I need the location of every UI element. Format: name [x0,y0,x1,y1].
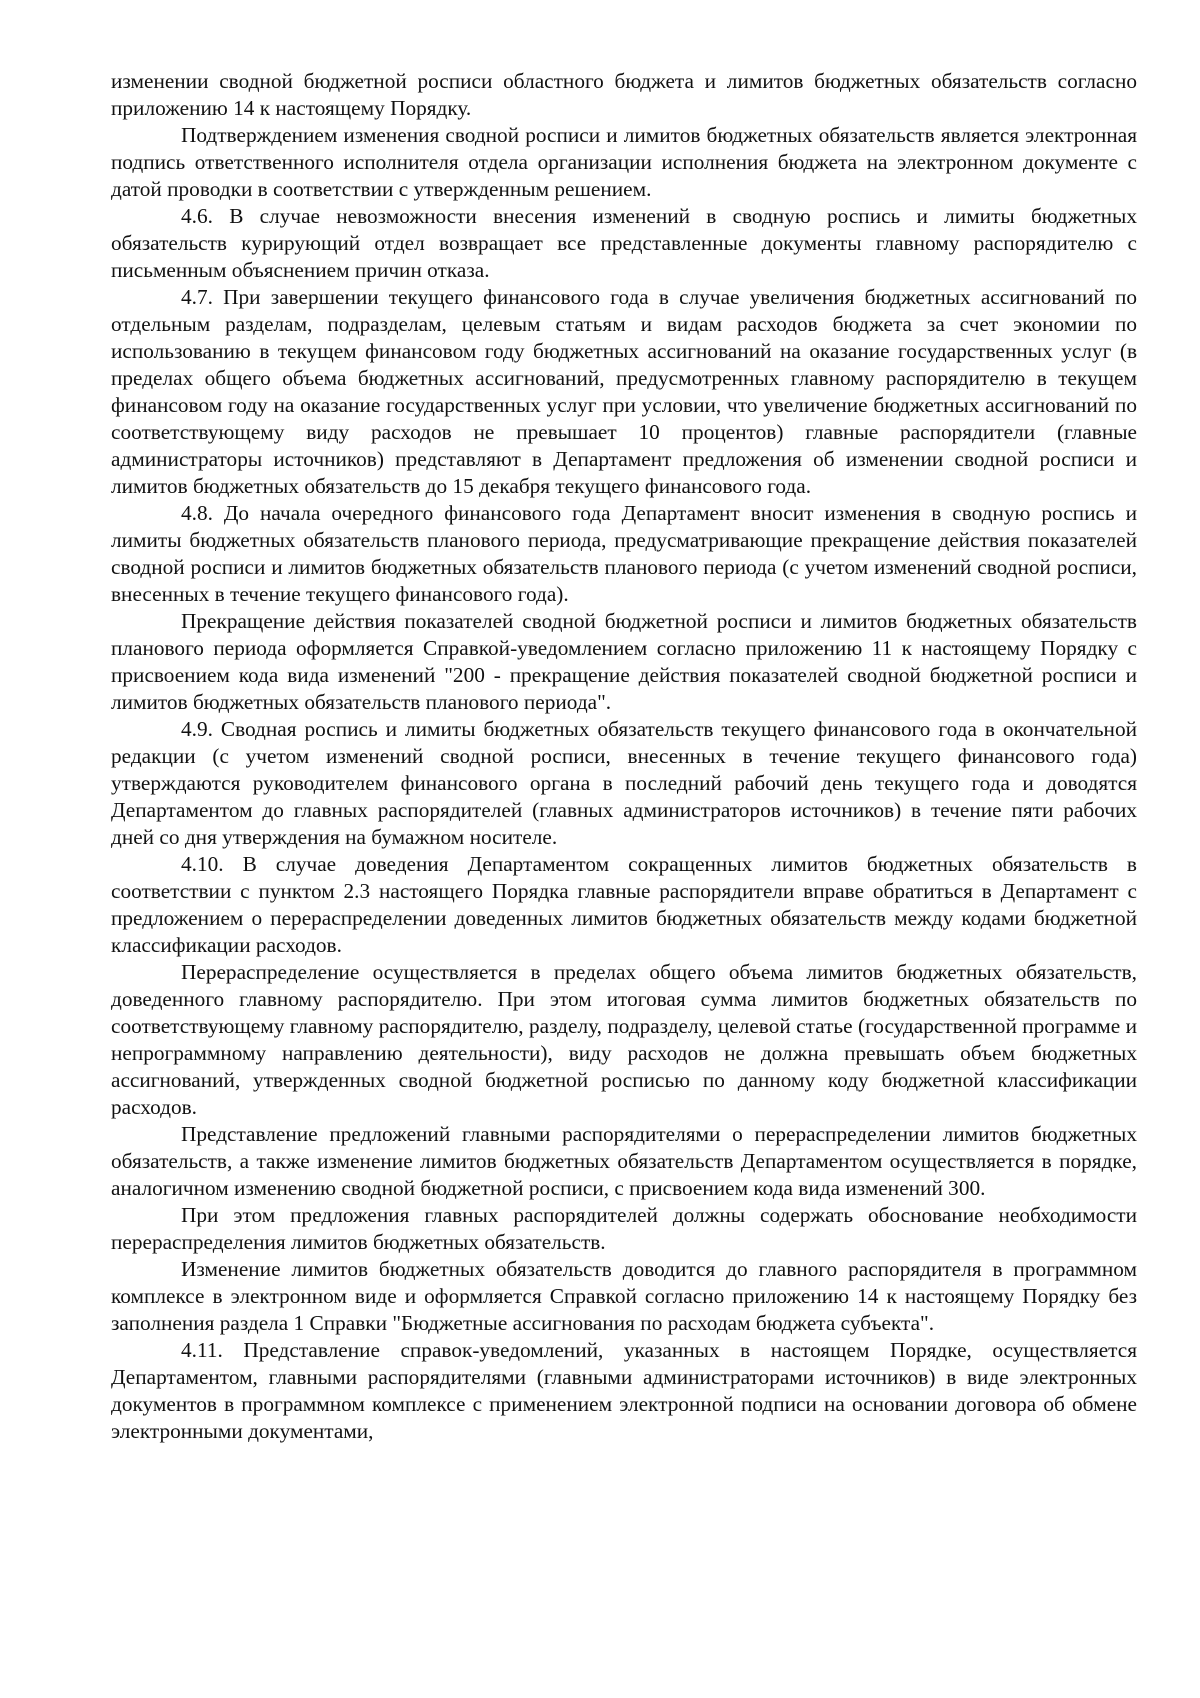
paragraph-justification: При этом предложения главных распорядителей должны содержать обоснование необходимости перераспределения лимитов бюджетных обязательств. [111,1203,1137,1254]
document-body [111,68,1137,1445]
paragraph-termination: Прекращение действия показателей сводной бюджетной росписи и лимитов бюджетных обязательств планового периода оформляется Справкой-уведомлением согласно приложению 11 к настоящему Порядку с присвоением кода вида изменений "200 - прекращение действия показателей сводной бюджетной росписи и лимитов бюджетных обязательств планового периода". [111,609,1137,714]
paragraph-4-10: 4.10. В случае доведения Департаментом сокращенных лимитов бюджетных обязательств в соответствии с пунктом 2.3 настоящего Порядка главные распорядители вправе обратиться в Департамент с предложением о перераспределении доведенных лимитов бюджетных обязательств между кодами бюджетной классификации расходов. [111,852,1137,957]
paragraph-4-9: 4.9. Сводная роспись и лимиты бюджетных обязательств текущего финансового года в окончательной редакции (с учетом изменений сводной росписи, внесенных в течение текущего финансового года) утверждаются руководителем финансового органа в последний рабочий день текущего года и доводятся Департаментом до главных распорядителей (главных администраторов источников) в течение пяти рабочих дней со дня утверждения на бумажном носителе. [111,717,1137,849]
paragraph-proposals: Представление предложений главными распорядителями о перераспределении лимитов бюджетных обязательств, а также изменение лимитов бюджетных обязательств Департаментом осуществляется в порядке, аналогичном изменению сводной бюджетной росписи, с присвоением кода вида изменений 300. [111,1122,1137,1200]
paragraph-limit-change: Изменение лимитов бюджетных обязательств доводится до главного распорядителя в программном комплексе в электронном виде и оформляется Справкой согласно приложению 14 к настоящему Порядку без заполнения раздела 1 Справки "Бюджетные ассигнования по расходам бюджета субъекта". [111,1257,1137,1335]
paragraph-4-7: 4.7. При завершении текущего финансового года в случае увеличения бюджетных ассигнований по отдельным разделам, подразделам, целевым статьям и видам расходов бюджета за счет экономии по использованию в текущем финансовом году бюджетных ассигнований на оказание государственных услуг (в пределах общего объема бюджетных ассигнований, предусмотренных главному распорядителю в текущем финансовом году на оказание государственных услуг при условии, что увеличение бюджетных ассигнований по соответствующему виду расходов не превышает 10 процентов) главные распорядители (главные администраторы источников) представляют в Департамент предложения об изменении сводной росписи и лимитов бюджетных обязательств до 15 декабря текущего финансового года. [111,285,1137,498]
paragraph-redistribution: Перераспределение осуществляется в пределах общего объема лимитов бюджетных обязательств, доведенного главному распорядителю. При этом итоговая сумма лимитов бюджетных обязательств по соответствующему главному распорядителю, разделу, подразделу, целевой статье (государственной программе и непрограммному направлению деятельности), виду расходов не должна превышать объем бюджетных ассигнований, утвержденных сводной бюджетной росписью по данному коду бюджетной классификации расходов. [111,960,1137,1119]
paragraph-4-8: 4.8. До начала очередного финансового года Департамент вносит изменения в сводную роспись и лимиты бюджетных обязательств планового периода, предусматривающие прекращение действия показателей сводной росписи и лимитов бюджетных обязательств планового периода (с учетом изменений сводной росписи, внесенных в течение текущего финансового года). [111,501,1137,606]
paragraph-4-11: 4.11. Представление справок-уведомлений, указанных в настоящем Порядке, осуществляется Департаментом, главными распорядителями (главными администраторами источников) в виде электронных документов в программном комплексе с применением электронной подписи на основании договора об обмене электронными документами, [111,1338,1137,1443]
paragraph-continuation: изменении сводной бюджетной росписи областного бюджета и лимитов бюджетных обязательств согласно приложению 14 к настоящему Порядку. [111,69,1137,120]
paragraph-4-6: 4.6. В случае невозможности внесения изменений в сводную роспись и лимиты бюджетных обязательств курирующий отдел возвращает все представленные документы главному распорядителю с письменным объяснением причин отказа. [111,204,1137,282]
paragraph-signature-confirmation: Подтверждением изменения сводной росписи и лимитов бюджетных обязательств является электронная подпись ответственного исполнителя отдела организации исполнения бюджета на электронном документе с датой проводки в соответствии с утвержденным решением. [111,123,1137,201]
